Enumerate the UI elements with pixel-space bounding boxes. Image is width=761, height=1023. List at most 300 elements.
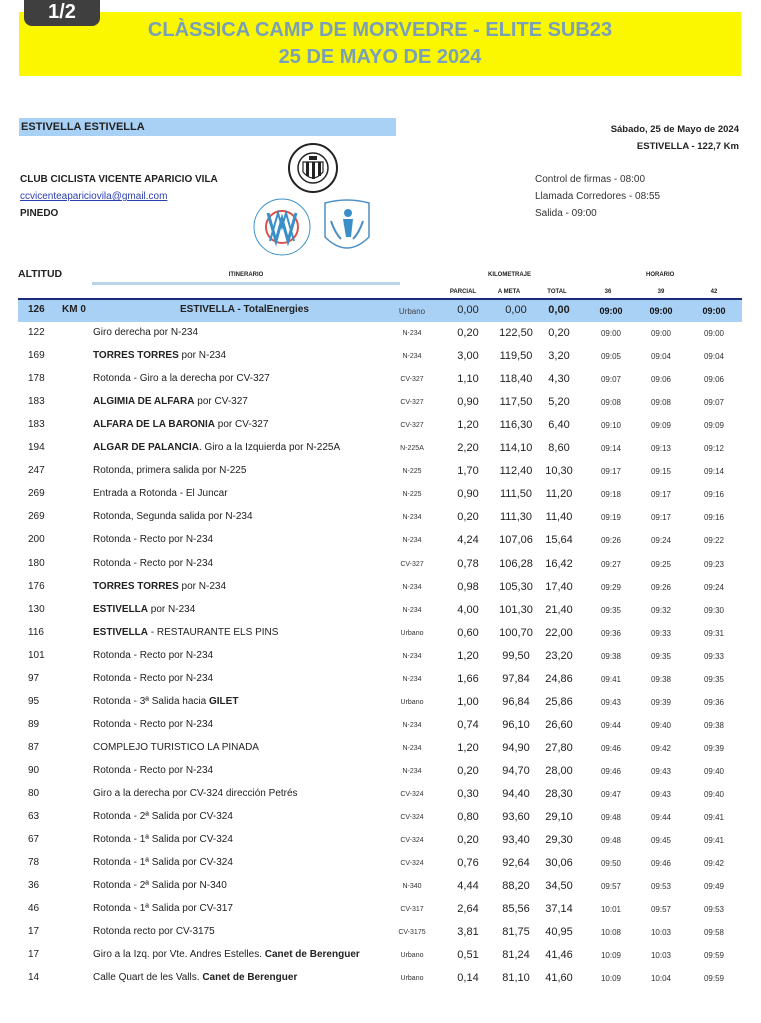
cell-itinerario xyxy=(93,788,298,799)
table-row xyxy=(18,669,742,691)
cell-a-meta: 114,10 xyxy=(499,442,533,455)
itinerary-text: Rotonda - Recto por N-234 xyxy=(93,672,214,684)
cell-parcial: 0,80 xyxy=(457,811,479,824)
cell-time-42: 09:23 xyxy=(703,559,725,569)
cell-parcial: 0,78 xyxy=(457,557,479,570)
cell-total: 27,80 xyxy=(545,741,573,754)
club-ciclista-estivella-logo-icon xyxy=(287,142,339,194)
cell-a-meta: 107,06 xyxy=(499,534,533,547)
cell-a-meta: 94,40 xyxy=(502,788,530,800)
cell-itinerario xyxy=(93,696,238,707)
cell-time-39: 10:03 xyxy=(650,928,672,938)
cell-road: N-234 xyxy=(402,767,422,775)
cell-time-36: 09:18 xyxy=(600,490,622,500)
cell-altitud: 36 xyxy=(28,880,40,892)
cell-time-42: 09:00 xyxy=(702,306,726,316)
cell-road: N-234 xyxy=(402,744,422,752)
cell-altitud: 97 xyxy=(28,672,40,684)
table-row xyxy=(18,899,742,921)
cell-parcial: 2,64 xyxy=(457,903,479,916)
itinerary-text: Rotonda - 3ª Salida hacia xyxy=(93,695,209,707)
cell-road: N-234 xyxy=(402,606,422,614)
cell-parcial: 3,81 xyxy=(457,926,479,939)
cell-time-42: 09:38 xyxy=(703,720,725,730)
cell-itinerario xyxy=(93,627,278,638)
cell-time-39: 09:42 xyxy=(650,743,672,753)
cell-parcial: 1,20 xyxy=(457,649,479,662)
cell-a-meta: 105,30 xyxy=(499,580,533,593)
itinerary-text: Entrada a Rotonda - El Juncar xyxy=(93,488,228,500)
place-name: ALGAR DE PALANCIA xyxy=(93,442,199,454)
cell-time-36: 09:27 xyxy=(600,559,622,569)
cell-time-36: 09:46 xyxy=(600,766,622,776)
start-location-bar: ESTIVELLA ESTIVELLA xyxy=(19,118,396,136)
cell-itinerario xyxy=(93,558,213,569)
cell-time-39: 09:08 xyxy=(650,398,672,408)
table-row xyxy=(18,369,742,391)
cell-road: Urbano xyxy=(400,698,424,706)
cell-itinerario xyxy=(93,857,233,868)
cell-time-36: 09:07 xyxy=(600,375,622,385)
cell-time-42: 09:53 xyxy=(703,905,725,915)
cell-parcial: 4,24 xyxy=(457,534,479,547)
cell-altitud: 89 xyxy=(28,718,40,730)
cell-road: CV-317 xyxy=(400,906,424,914)
cell-altitud: 122 xyxy=(28,327,45,338)
itinerary-text: Giro derecha por N-234 xyxy=(93,327,199,338)
itinerary-text: Giro a la derecha por CV-324 dirección Petrés xyxy=(93,788,298,799)
table-row xyxy=(18,853,742,875)
cell-time-36: 09:48 xyxy=(600,813,622,823)
itinerary-text: por N-234 xyxy=(178,580,227,592)
cell-time-36: 09:19 xyxy=(600,513,622,523)
cell-a-meta: 94,70 xyxy=(502,764,530,777)
table-row xyxy=(18,530,742,552)
cell-a-meta: 93,40 xyxy=(502,834,530,847)
cell-parcial: 1,20 xyxy=(457,419,479,432)
cell-altitud: 247 xyxy=(28,465,45,477)
header-altitud: ALTITUD xyxy=(18,268,63,280)
cell-altitud: 78 xyxy=(28,857,40,869)
itinerary-text: . Giro a la Izquierda por N-225A xyxy=(198,442,341,454)
cell-total: 30,06 xyxy=(545,857,573,870)
race-date: 25 DE MAYO DE 2024 xyxy=(278,46,482,68)
itinerary-text: Rotonda recto por CV-3175 xyxy=(93,926,215,938)
cell-itinerario xyxy=(93,327,198,338)
race-day: Sábado, 25 de Mayo de 2024 xyxy=(610,124,739,135)
cell-altitud: 67 xyxy=(28,834,40,846)
cell-time-42: 09:00 xyxy=(703,329,725,338)
cell-total: 41,60 xyxy=(545,972,573,985)
cell-total: 0,00 xyxy=(548,304,570,316)
cell-total: 23,20 xyxy=(545,649,573,662)
cell-time-42: 09:40 xyxy=(703,766,725,776)
cell-total: 41,46 xyxy=(545,949,573,962)
header-speed-42: 42 xyxy=(710,289,718,295)
cell-time-42: 09:09 xyxy=(703,421,725,431)
cell-parcial: 1,00 xyxy=(457,695,479,708)
itinerary-text: Rotonda, Segunda salida por N-234 xyxy=(93,511,253,523)
cell-parcial: 0,00 xyxy=(457,304,479,316)
cell-time-36: 09:29 xyxy=(600,582,622,592)
cell-time-36: 09:46 xyxy=(600,743,622,753)
cell-time-39: 09:57 xyxy=(650,905,672,915)
cell-altitud: 90 xyxy=(28,764,40,776)
cell-time-39: 09:43 xyxy=(650,790,672,799)
cell-time-39: 09:09 xyxy=(650,421,672,431)
itinerary-text: - RESTAURANTE ELS PINS xyxy=(148,626,279,638)
cell-time-42: 09:16 xyxy=(703,490,725,500)
itinerary-text: por CV-327 xyxy=(215,419,269,431)
itinerary-text: Rotonda - 1ª Salida por CV-324 xyxy=(93,857,233,869)
cell-road: CV-327 xyxy=(400,422,424,430)
cell-itinerario xyxy=(93,765,213,776)
cell-altitud: 178 xyxy=(28,373,45,385)
place-name: GILET xyxy=(209,695,239,707)
cell-parcial: 0,20 xyxy=(457,764,479,777)
cell-total: 22,00 xyxy=(545,626,573,639)
itinerary-text: Rotonda - Recto por N-234 xyxy=(93,718,214,730)
cell-parcial: 0,20 xyxy=(457,327,479,339)
itinerary-text: Rotonda - 1ª Salida por CV-324 xyxy=(93,834,233,846)
cell-total: 28,30 xyxy=(545,788,573,800)
place-name: TORRES TORRES xyxy=(93,580,179,592)
cell-total: 26,60 xyxy=(545,718,573,731)
header-kilometraje: KILOMETRAJE xyxy=(488,272,532,278)
cell-itinerario xyxy=(93,903,233,914)
cell-itinerario xyxy=(93,442,340,453)
cell-total: 5,20 xyxy=(548,396,570,409)
cell-parcial: 3,00 xyxy=(457,350,479,363)
cell-time-42: 09:59 xyxy=(703,974,725,984)
table-row xyxy=(18,968,742,990)
cell-a-meta: 81,75 xyxy=(502,926,530,939)
table-row xyxy=(18,692,742,714)
pena-ciclista-pinedo-logo-icon xyxy=(321,197,373,257)
cell-road: N-225A xyxy=(400,445,424,453)
itinerary-text: Rotonda, primera salida por N-225 xyxy=(93,465,247,477)
cell-total: 29,10 xyxy=(545,811,573,824)
cell-road: N-234 xyxy=(402,514,422,522)
cell-total: 17,40 xyxy=(545,580,573,593)
cell-road: N-234 xyxy=(402,537,422,545)
itinerary-text: por N-234 xyxy=(148,603,196,615)
cell-road: N-234 xyxy=(402,330,422,337)
cell-parcial: 0,30 xyxy=(457,788,479,800)
cell-itinerario xyxy=(93,673,213,684)
cell-time-39: 10:04 xyxy=(650,974,672,984)
table-row xyxy=(18,623,742,645)
cell-parcial: 0,20 xyxy=(457,511,479,524)
cell-total: 21,40 xyxy=(545,603,573,616)
cell-time-39: 09:45 xyxy=(650,836,672,846)
header-a-meta: A META xyxy=(497,289,521,295)
cell-a-meta: 100,70 xyxy=(499,626,533,639)
itinerary-text: Giro a la Izq. por Vte. Andres Estelles. xyxy=(93,949,265,961)
cell-time-39: 09:24 xyxy=(650,536,672,546)
cell-parcial: 2,20 xyxy=(457,442,479,455)
race-title: CLÀSSICA CAMP DE MORVEDRE - ELITE SUB23 xyxy=(147,19,613,41)
cell-time-36: 09:38 xyxy=(600,651,622,661)
title-banner xyxy=(19,12,741,76)
cell-time-36: 09:41 xyxy=(600,674,622,684)
cell-parcial: 4,44 xyxy=(457,880,479,893)
itinerary-text: por CV-327 xyxy=(194,396,248,408)
cell-time-42: 09:24 xyxy=(703,582,725,592)
cell-itinerario xyxy=(93,511,253,522)
cell-altitud: 126 xyxy=(28,304,45,315)
cell-road: CV-324 xyxy=(400,837,424,845)
cell-total: 16,42 xyxy=(545,557,573,570)
cell-altitud: 183 xyxy=(28,396,45,408)
cell-itinerario xyxy=(93,926,215,937)
cell-time-42: 09:41 xyxy=(703,813,725,823)
page-indicator-badge: 1/2 xyxy=(24,0,100,26)
cell-total: 29,30 xyxy=(545,834,573,847)
table-row xyxy=(18,461,742,483)
cell-altitud: 269 xyxy=(28,511,45,523)
itinerary-text: Rotonda - Recto por N-234 xyxy=(93,534,214,546)
cell-time-42: 09:40 xyxy=(703,790,725,799)
table-row xyxy=(18,876,742,898)
cell-time-42: 09:12 xyxy=(703,444,725,454)
cell-time-42: 09:41 xyxy=(703,836,725,846)
table-row xyxy=(18,577,742,599)
cell-road: CV-327 xyxy=(400,376,424,384)
cell-time-36: 09:43 xyxy=(600,697,622,707)
cell-itinerario xyxy=(93,972,297,983)
cell-parcial: 4,00 xyxy=(457,603,479,616)
cell-time-39: 09:53 xyxy=(650,882,672,892)
cell-time-39: 10:03 xyxy=(650,951,672,961)
cell-time-36: 10:01 xyxy=(600,905,622,915)
place-name: ESTIVELLA xyxy=(93,626,149,638)
cell-itinerario xyxy=(93,534,213,545)
cell-altitud: 87 xyxy=(28,741,40,753)
cell-road: CV-3175 xyxy=(398,929,426,937)
table-row xyxy=(18,392,742,414)
cell-time-39: 09:25 xyxy=(650,559,672,569)
cell-a-meta: 92,64 xyxy=(502,857,530,870)
cell-a-meta: 93,60 xyxy=(502,811,530,824)
cell-itinerario xyxy=(93,604,195,615)
club-town: PINEDO xyxy=(20,208,59,219)
cell-altitud: 101 xyxy=(28,649,45,661)
cell-time-42: 09:42 xyxy=(703,859,725,869)
table-row xyxy=(18,830,742,852)
cell-time-42: 09:59 xyxy=(703,951,725,961)
cell-total: 34,50 xyxy=(545,880,573,893)
cell-time-36: 09:48 xyxy=(600,836,622,846)
itinerary-text: Rotonda - Recto por N-234 xyxy=(93,649,214,661)
header-horario: HORARIO xyxy=(646,272,675,278)
cell-parcial: 0,74 xyxy=(457,718,479,731)
header-parcial: PARCIAL xyxy=(449,289,477,295)
schedule xyxy=(535,171,660,222)
cell-a-meta: 94,90 xyxy=(502,741,530,754)
club-email-link[interactable]: ccvicenteapariciovila@gmail.com xyxy=(20,191,168,202)
cell-altitud: 95 xyxy=(28,695,40,707)
cell-altitud: 14 xyxy=(28,972,40,984)
cell-a-meta: 88,20 xyxy=(502,880,530,893)
club-name: CLUB CICLISTA VICENTE APARICIO VILA xyxy=(20,174,218,185)
cell-time-36: 09:08 xyxy=(600,398,622,408)
cell-itinerario xyxy=(93,949,360,960)
race-distance: ESTIVELLA - 122,7 Km xyxy=(636,141,739,152)
cell-time-42: 09:30 xyxy=(703,605,725,615)
cell-time-42: 09:31 xyxy=(703,628,725,638)
cell-total: 24,86 xyxy=(545,672,573,685)
cell-time-42: 09:22 xyxy=(703,536,725,546)
cell-altitud: 200 xyxy=(28,534,45,546)
itinerary-text: COMPLEJO TURISTICO LA PINADA xyxy=(93,741,259,753)
table-row xyxy=(18,807,742,829)
cell-time-39: 09:35 xyxy=(650,651,672,661)
cell-time-36: 09:17 xyxy=(600,467,622,477)
table-row xyxy=(18,346,742,368)
cell-a-meta: 118,40 xyxy=(499,373,533,386)
cell-time-39: 09:44 xyxy=(650,813,672,823)
cell-itinerario xyxy=(93,419,268,430)
cell-time-36: 09:26 xyxy=(600,536,622,546)
cell-road: N-225 xyxy=(402,468,422,476)
cell-a-meta: 119,50 xyxy=(499,350,533,363)
table-row xyxy=(18,323,742,345)
cell-a-meta: 85,56 xyxy=(502,903,530,916)
cell-road: N-225 xyxy=(402,491,422,499)
cell-a-meta: 97,84 xyxy=(502,672,530,685)
cell-road: N-234 xyxy=(402,353,422,361)
cell-a-meta: 111,50 xyxy=(499,488,532,501)
itinerary-text: Rotonda - Giro a la derecha por CV-327 xyxy=(93,373,270,385)
cell-itinerario xyxy=(93,396,248,407)
cell-time-36: 10:09 xyxy=(600,974,622,984)
cell-altitud: 116 xyxy=(28,626,44,638)
cell-itinerario xyxy=(93,350,226,361)
cell-time-39: 09:32 xyxy=(650,605,672,615)
cell-total: 4,30 xyxy=(548,373,570,386)
cell-road: Urbano xyxy=(398,307,426,316)
cell-road: N-234 xyxy=(402,583,422,591)
cell-road: N-234 xyxy=(402,652,422,660)
cell-a-meta: 111,30 xyxy=(499,511,532,524)
cell-time-36: 09:35 xyxy=(600,605,622,615)
header-total: TOTAL xyxy=(547,289,567,295)
cell-time-36: 09:00 xyxy=(600,329,622,338)
cell-time-39: 09:33 xyxy=(650,628,672,638)
cell-time-39: 09:17 xyxy=(650,490,672,500)
cell-a-meta: 96,84 xyxy=(502,695,530,708)
header-itinerario: ITINERARIO xyxy=(228,272,264,278)
itinerary-text: Rotonda - 2ª Salida por N-340 xyxy=(93,880,227,892)
cell-total: 8,60 xyxy=(548,442,570,455)
cell-parcial: 0,60 xyxy=(457,626,479,639)
cell-time-39: 09:40 xyxy=(650,720,672,730)
cell-road: CV-324 xyxy=(400,860,424,868)
cell-altitud: 180 xyxy=(28,557,45,569)
cell-a-meta: 81,10 xyxy=(502,972,530,985)
cell-time-39: 09:13 xyxy=(650,444,672,454)
cell-parcial: 0,14 xyxy=(457,972,479,985)
cell-total: 25,86 xyxy=(545,695,573,708)
cell-total: 11,40 xyxy=(545,511,573,524)
itinerary-text: Rotonda - 2ª Salida por CV-324 xyxy=(93,811,233,823)
place-name: ESTIVELLA xyxy=(93,603,149,615)
cell-time-42: 09:04 xyxy=(703,352,725,362)
cell-altitud: 63 xyxy=(28,811,40,823)
cell-parcial: 1,66 xyxy=(457,672,479,685)
cell-road: N-340 xyxy=(402,883,422,891)
cell-total: 37,14 xyxy=(545,903,573,916)
table-row xyxy=(18,507,742,529)
table-row xyxy=(18,784,742,806)
cell-time-39: 09:46 xyxy=(650,859,672,869)
cell-itinerario xyxy=(93,880,227,891)
cell-time-42: 09:33 xyxy=(703,651,725,661)
cell-time-42: 09:58 xyxy=(703,928,725,938)
table-row xyxy=(18,761,742,783)
schedule-item: Control de firmas - 08:00 xyxy=(535,174,646,185)
cell-time-42: 09:49 xyxy=(703,882,725,892)
cell-total: 11,20 xyxy=(545,488,573,501)
cell-road: CV-327 xyxy=(400,560,424,568)
cell-total: 3,20 xyxy=(548,350,570,363)
cell-parcial: 0,20 xyxy=(457,834,479,847)
cell-time-39: 09:06 xyxy=(650,375,672,385)
table-row xyxy=(18,554,742,576)
cell-time-36: 09:57 xyxy=(600,882,622,892)
place-name: Canet de Berenguer xyxy=(202,972,298,984)
cell-a-meta: 122,50 xyxy=(499,327,533,339)
cell-time-39: 09:26 xyxy=(650,582,672,592)
table-row xyxy=(18,945,742,967)
cell-road: Urbano xyxy=(400,952,424,960)
cell-a-meta: 0,00 xyxy=(505,304,527,316)
cell-road: N-234 xyxy=(402,675,422,683)
cell-parcial: 0,90 xyxy=(457,488,479,501)
cell-road: Urbano xyxy=(400,975,424,983)
itinerary-text: Rotonda - Recto por N-234 xyxy=(93,764,214,776)
table-row xyxy=(18,646,742,668)
itinerario-underline xyxy=(92,282,400,285)
cell-a-meta: 101,30 xyxy=(499,603,533,616)
cell-altitud: 17 xyxy=(28,926,40,938)
table-row xyxy=(18,415,742,437)
cell-parcial: 0,51 xyxy=(457,949,479,962)
cell-time-36: 10:08 xyxy=(600,928,622,938)
cell-time-42: 09:39 xyxy=(703,743,725,753)
cell-itinerario xyxy=(93,742,259,753)
schedule-item: Llamada Corredores - 08:55 xyxy=(535,191,661,202)
itinerary-text: Rotonda - 1ª Salida por CV-317 xyxy=(93,903,233,915)
cell-time-39: 09:04 xyxy=(650,352,672,362)
cell-total: 15,64 xyxy=(545,534,573,547)
cell-road: CV-327 xyxy=(400,399,424,407)
cell-time-42: 09:16 xyxy=(703,513,725,523)
cell-total: 6,40 xyxy=(548,419,570,432)
cell-road: N-234 xyxy=(402,721,422,729)
cell-time-36: 09:47 xyxy=(600,790,622,799)
cell-km0: KM 0 xyxy=(62,304,86,315)
cell-altitud: 169 xyxy=(28,350,45,362)
cell-time-42: 09:06 xyxy=(703,375,725,385)
cell-altitud: 46 xyxy=(28,903,40,915)
cell-time-39: 09:17 xyxy=(650,513,672,523)
cell-itinerario xyxy=(93,373,270,384)
cell-time-36: 09:05 xyxy=(600,352,622,362)
place-name: TORRES TORRES xyxy=(93,350,179,362)
place-name: ALGIMIA DE ALFARA xyxy=(93,396,195,408)
